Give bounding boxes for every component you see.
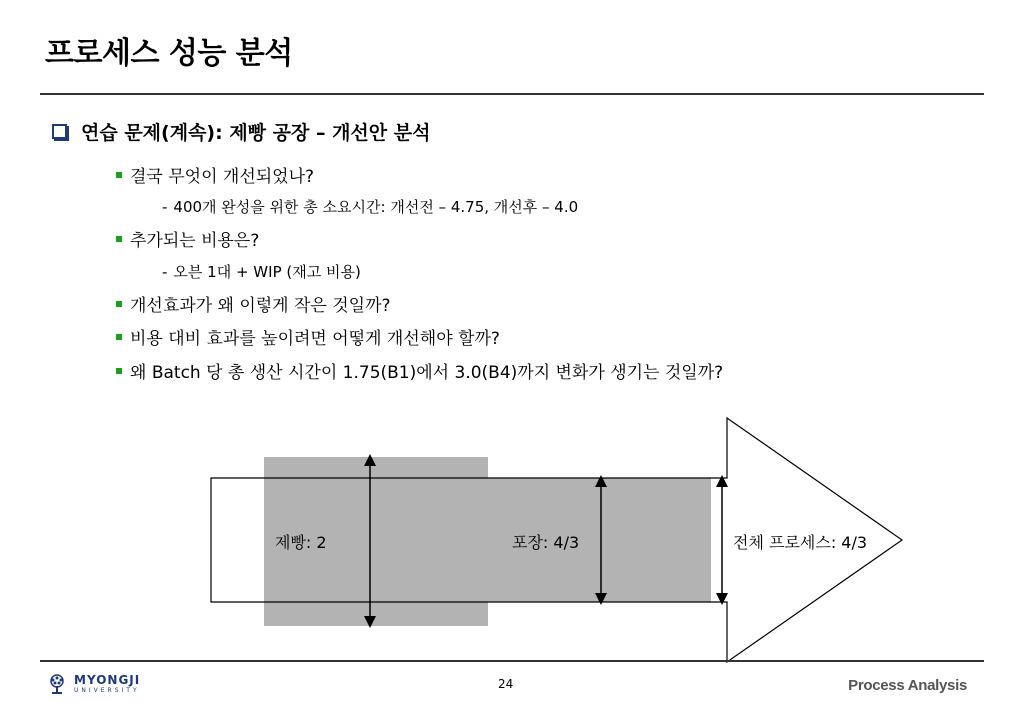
page-number: 24 (498, 677, 514, 691)
section-heading-text: 연습 문제(계속): 제빵 공장 – 개선안 분석 (81, 122, 431, 144)
tree-logo-icon (46, 673, 68, 695)
bake-rate-label: 제빵: 2 (275, 533, 327, 552)
pack-rate-label: 포장: 4/3 (512, 533, 580, 552)
sub-text: 오븐 1대 + WIP (재고 비용) (173, 263, 361, 281)
slide-title: 프로세스 성능 분석 (45, 36, 293, 71)
dash-marker: - (162, 263, 168, 281)
bullet-text: 개선효과가 왜 이렇게 작은 것일까? (130, 296, 391, 316)
footer-section-title: Process Analysis (848, 677, 967, 694)
footer-divider (40, 660, 984, 662)
logo-subtitle: UNIVERSITY (74, 687, 140, 694)
bullet-text: 추가되는 비용은? (130, 231, 260, 251)
bullet-text: 비용 대비 효과를 높이려면 어떻게 개선해야 할까? (130, 329, 500, 349)
logo-name: MYONGJI (74, 673, 141, 687)
sub-text: 400개 완성을 위한 총 소요시간: 개선전 – 4.75, 개선후 – 4.0 (173, 198, 579, 216)
bullet-text: 왜 Batch 당 총 생산 시간이 1.75(B1)에서 3.0(B4)까지 변화가 생기는 것일까? (130, 363, 724, 383)
bullet-text: 결국 무엇이 개선되었나? (130, 167, 315, 187)
university-logo (46, 673, 140, 695)
dash-marker: - (162, 198, 168, 216)
process-rate-label: 전체 프로세스: 4/3 (733, 533, 868, 552)
